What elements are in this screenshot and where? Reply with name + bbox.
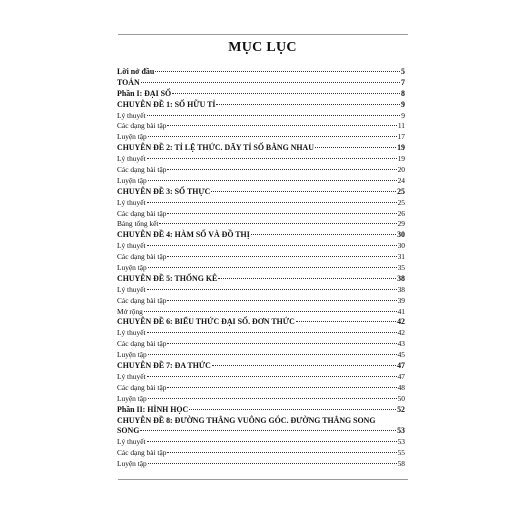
dot-leader [296, 321, 396, 322]
toc-entry [117, 339, 405, 350]
toc-entry-page: 7 [401, 77, 405, 87]
toc-entry-label: SONG [117, 426, 140, 436]
dot-leader [159, 223, 396, 224]
toc-entry-label: Luyện tập [117, 175, 147, 185]
toc-entry [117, 89, 405, 100]
toc-entry-page: 25 [397, 186, 405, 196]
toc-entry-label: CHUYÊN ĐỀ 2: TỈ LỆ THỨC. DÃY TỈ SỐ BẰNG NHAU [117, 143, 314, 153]
toc-entry-page: 11 [397, 121, 405, 131]
toc-entry [117, 328, 405, 339]
toc-entry [117, 209, 405, 220]
toc-entry-page: 17 [397, 132, 405, 142]
toc-entry-label: Phần I: ĐẠI SỐ [117, 88, 172, 98]
toc-entry-page: 9 [401, 110, 405, 120]
toc-entry-page: 26 [397, 208, 405, 218]
toc-entry [117, 296, 405, 307]
toc-entry-label: Bảng tổng kết [117, 219, 159, 229]
toc-entry [117, 426, 405, 437]
toc-entry-page: 45 [397, 350, 405, 360]
toc-entry-page: 47 [397, 361, 405, 371]
dot-leader [167, 452, 396, 453]
top-rule [118, 34, 408, 35]
toc-entry-label: CHUYÊN ĐỀ 5: THỐNG KÊ [117, 273, 218, 283]
toc-entry-page: 43 [397, 339, 405, 349]
toc-entry-page: 39 [397, 295, 405, 305]
toc-entry-page: 19 [397, 143, 405, 153]
toc-entry-label: Các dạng bài tập [117, 448, 167, 458]
dot-leader [251, 234, 396, 235]
dot-leader [167, 300, 396, 301]
toc-entry [117, 78, 405, 89]
dot-leader [147, 158, 397, 159]
toc-entry-label: CHUYÊN ĐỀ 8: ĐƯỜNG THẲNG VUÔNG GÓC. ĐƯỜNG THẲNG SONG [117, 415, 376, 425]
dot-leader [216, 104, 400, 105]
toc-entry-label: Các dạng bài tập [117, 121, 167, 131]
toc-entry-label: Lý thuyết [117, 241, 146, 251]
toc-entry [117, 263, 405, 274]
toc-entry-page: 55 [397, 448, 405, 458]
toc-entry [117, 361, 405, 372]
toc-entry [117, 274, 405, 285]
dot-leader [167, 125, 396, 126]
toc-entry-label: CHUYÊN ĐỀ 6: BIỂU THỨC ĐẠI SỐ. ĐƠN THỨC [117, 317, 295, 327]
toc-entry-page: 48 [397, 382, 405, 392]
toc-entry-page: 42 [397, 317, 405, 327]
dot-leader [167, 169, 396, 170]
dot-leader [148, 267, 397, 268]
toc-entry [117, 165, 405, 176]
toc-entry [117, 121, 405, 132]
toc-entry-label: Lý thuyết [117, 154, 146, 164]
bottom-rule [118, 479, 408, 480]
dot-leader [147, 245, 397, 246]
toc-entry [117, 372, 405, 383]
toc-entry [117, 252, 405, 263]
toc-entry-page: 41 [397, 306, 405, 316]
toc-entry-page: 19 [397, 154, 405, 164]
toc-entry-label: Lý thuyết [117, 328, 146, 338]
toc-entry [117, 198, 405, 209]
dot-leader [167, 387, 396, 388]
toc-entry [117, 350, 405, 361]
toc-entry [117, 230, 405, 241]
toc-entry [117, 241, 405, 252]
toc-entry-label: CHUYÊN ĐỀ 1: SỐ HỮU TỈ [117, 99, 216, 109]
toc-entry-page: 53 [397, 437, 405, 447]
dot-leader [148, 180, 397, 181]
toc-entry-label: Luyện tập [117, 263, 147, 273]
toc-entry [117, 154, 405, 165]
toc-entry [117, 176, 405, 187]
toc-entry-page: 25 [397, 197, 405, 207]
toc-entry [117, 219, 405, 230]
toc-entry-label: Phần II: HÌNH HỌC [117, 404, 189, 414]
toc-entry [117, 459, 405, 470]
toc-entry-page: 58 [397, 459, 405, 469]
toc-entry [117, 383, 405, 394]
toc-entry [117, 394, 405, 405]
toc-entry [117, 448, 405, 459]
toc-entry [117, 187, 405, 198]
toc-entry-label: CHUYÊN ĐỀ 7: ĐA THỨC [117, 361, 211, 371]
toc-entry [117, 307, 405, 318]
toc-entry-page: 24 [397, 175, 405, 185]
toc-entry-label: TOÁN [117, 77, 140, 87]
toc-entry [117, 67, 405, 78]
toc-entry-page: 52 [397, 404, 405, 414]
toc-entry [117, 405, 405, 416]
toc-entry-label: Luyện tập [117, 350, 147, 360]
dot-leader [172, 93, 400, 94]
toc-entry-label: Luyện tập [117, 393, 147, 403]
toc-entry-page: 38 [397, 284, 405, 294]
dot-leader [147, 332, 397, 333]
toc-entry-label: Lý thuyết [117, 110, 146, 120]
toc-entry-page: 9 [401, 99, 405, 109]
toc-entry-label: Mở rộng [117, 306, 143, 316]
toc-entry-label: Các dạng bài tập [117, 295, 167, 305]
dot-leader [167, 343, 396, 344]
toc-entry-label: Các dạng bài tập [117, 252, 167, 262]
dot-leader [189, 409, 396, 410]
toc-entry-label: Lý thuyết [117, 371, 146, 381]
toc-entry-page: 30 [397, 241, 405, 251]
toc-entry-label: Các dạng bài tập [117, 382, 167, 392]
toc-entry-page: 30 [397, 230, 405, 240]
toc-entry-page: 31 [397, 252, 405, 262]
toc-entry-label: Lý thuyết [117, 437, 146, 447]
dot-leader [212, 365, 396, 366]
toc-entry-page: 8 [401, 88, 405, 98]
toc-entry-label: Luyện tập [117, 459, 147, 469]
toc-entry-label: Lý thuyết [117, 197, 146, 207]
dot-leader [147, 376, 397, 377]
dot-leader [167, 256, 396, 257]
dot-leader [147, 289, 397, 290]
toc-entry [117, 317, 405, 328]
dot-leader [167, 213, 396, 214]
toc-entry-label: CHUYÊN ĐỀ 4: HÀM SỐ VÀ ĐỒ THỊ [117, 230, 250, 240]
toc-entry-label: Các dạng bài tập [117, 165, 167, 175]
dot-leader [140, 430, 396, 431]
dot-leader [315, 147, 396, 148]
toc-entry-page: 38 [397, 273, 405, 283]
dot-leader [148, 354, 397, 355]
dot-leader [147, 115, 401, 116]
dot-leader [148, 463, 397, 464]
toc-entry [117, 285, 405, 296]
toc-entry-label: Các dạng bài tập [117, 339, 167, 349]
toc-entry-page: 35 [397, 263, 405, 273]
toc-entry-label: CHUYÊN ĐỀ 3: SỐ THỰC [117, 186, 211, 196]
page-title: MỤC LỤC [228, 40, 297, 55]
toc-entry-page: 53 [397, 426, 405, 436]
toc-entry-label: Các dạng bài tập [117, 208, 167, 218]
dot-leader [144, 311, 397, 312]
dot-leader [155, 71, 400, 72]
dot-leader [218, 278, 396, 279]
toc-entry-label: Luyện tập [117, 132, 147, 142]
dot-leader [211, 191, 396, 192]
dot-leader [141, 82, 400, 83]
toc-entry-page: 42 [397, 328, 405, 338]
toc-entry-label: Lời nở đầu [117, 67, 155, 76]
toc-entry [117, 132, 405, 143]
toc-entry [117, 111, 405, 122]
toc-entry-page: 20 [397, 165, 405, 175]
toc-entry-page: 29 [397, 219, 405, 229]
toc-entry-page: 50 [397, 393, 405, 403]
toc-entry [117, 143, 405, 154]
dot-leader [147, 441, 397, 442]
dot-leader [147, 202, 397, 203]
toc-entry [117, 437, 405, 448]
toc-entry-label: Lý thuyết [117, 284, 146, 294]
toc-entry-page: 5 [401, 67, 405, 76]
toc-entry-page: 47 [397, 371, 405, 381]
toc-entry [117, 100, 405, 111]
dot-leader [148, 398, 397, 399]
toc-entry [117, 416, 405, 427]
dot-leader [148, 136, 397, 137]
table-of-contents [117, 67, 405, 470]
